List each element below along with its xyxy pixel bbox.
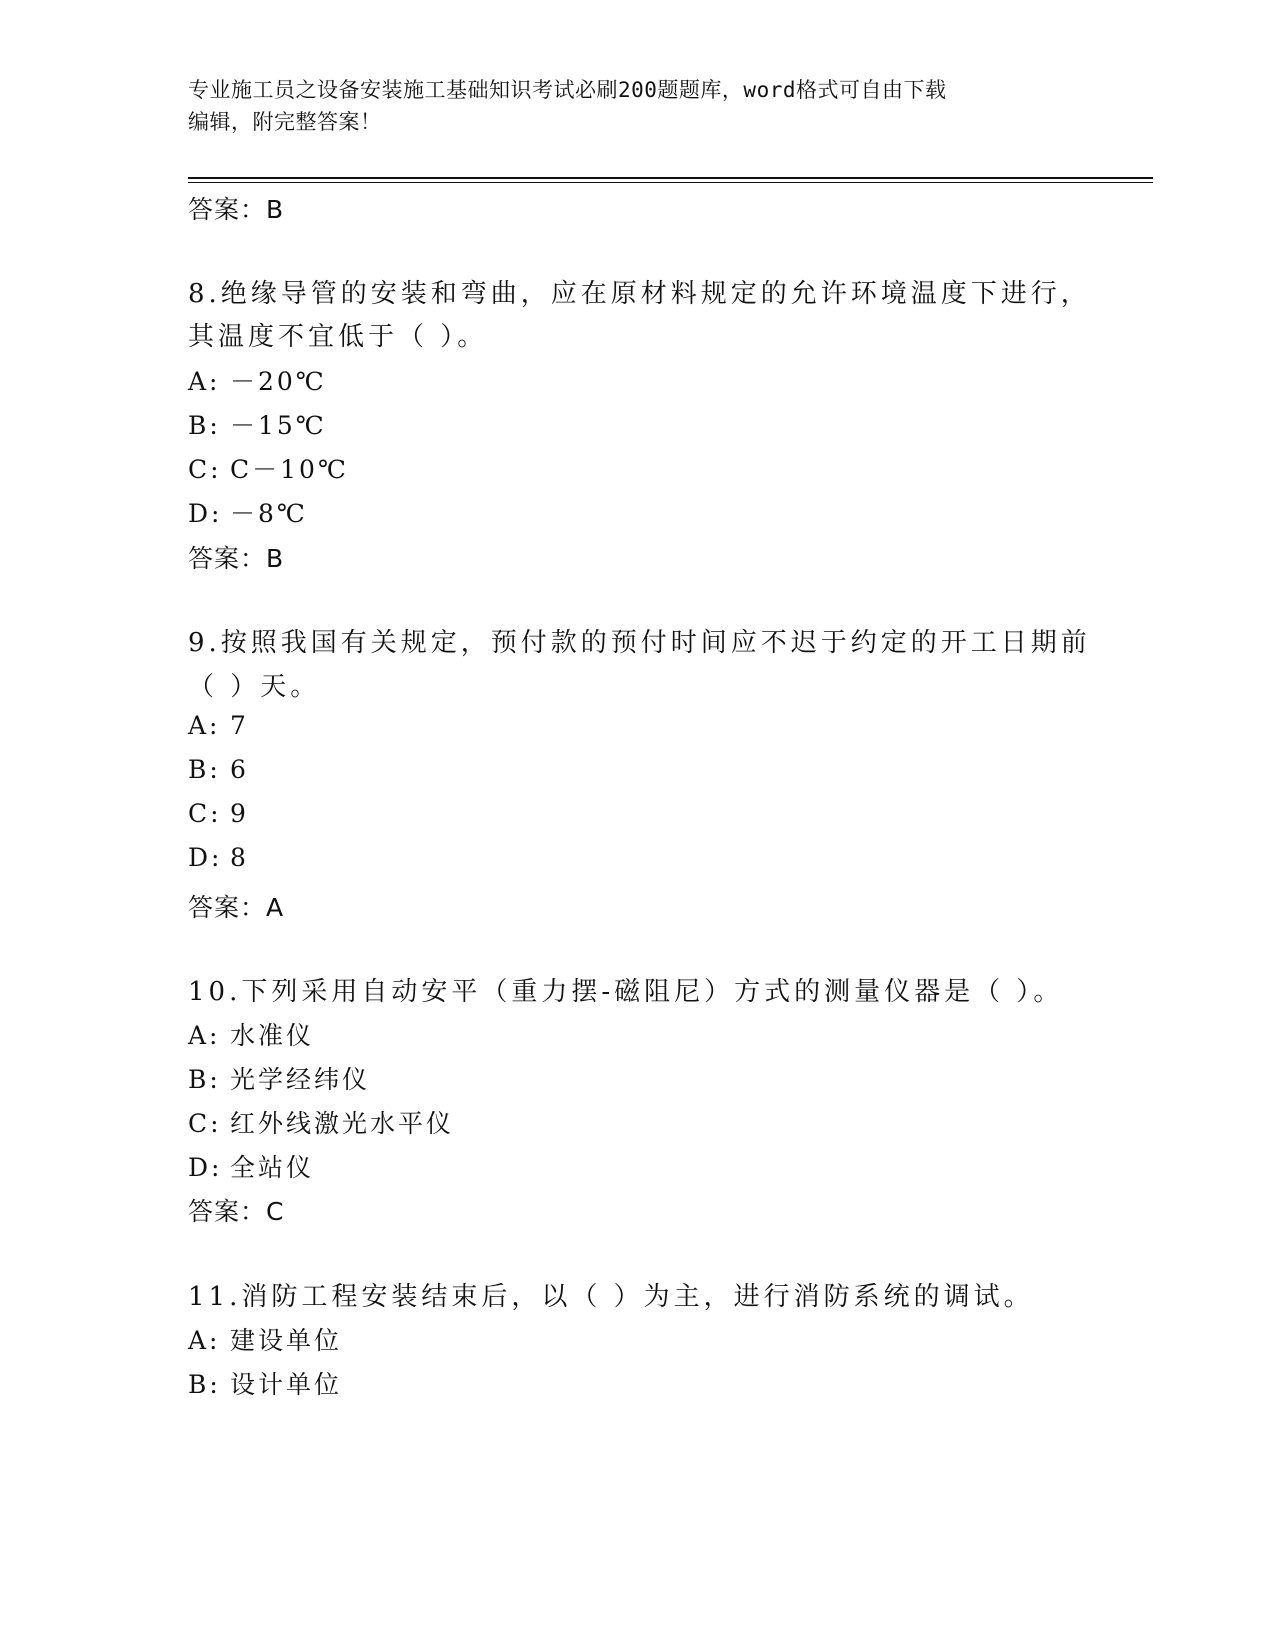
question-10-option-c: [188, 1104, 454, 1140]
option-text: 7: [230, 711, 249, 740]
option-key: D:: [188, 843, 223, 872]
question-8-option-a: [188, 362, 327, 398]
option-text: －8℃: [230, 499, 308, 528]
question-9-option-b: [188, 755, 249, 784]
question-9-answer: 答案：A: [188, 893, 285, 922]
question-10-answer: 答案：C: [188, 1197, 285, 1226]
option-key: A:: [188, 1021, 221, 1050]
question-10-line-1: 10.下列采用自动安平（重力摆-磁阻尼）方式的测量仪器是（ ）。: [188, 977, 1064, 1007]
option-text: 建设单位: [230, 1326, 343, 1355]
question-9-line-1: 9.按照我国有关规定，预付款的预付时间应不迟于约定的开工日期前: [188, 628, 1091, 658]
option-text: 全站仪: [230, 1153, 315, 1182]
document-header: [188, 74, 1088, 138]
option-key: C:: [188, 799, 222, 828]
question-8-line-1: 8.绝缘导管的安装和弯曲，应在原材料规定的允许环境温度下进行，: [188, 279, 1091, 309]
question-10-option-a: [188, 1016, 314, 1052]
option-key: A:: [188, 1326, 221, 1355]
option-key: B:: [188, 411, 221, 440]
question-10-option-b: [188, 1060, 370, 1096]
question-11-line-1: 11.消防工程安装结束后，以（ ）为主，进行消防系统的调试。: [188, 1282, 1034, 1312]
question-8-option-b: [188, 406, 327, 442]
header-rule-thin: [188, 182, 1153, 183]
option-key: B:: [188, 1370, 221, 1399]
question-9-option-a: [188, 711, 249, 740]
option-text: 9: [230, 799, 249, 828]
option-key: B:: [188, 1065, 221, 1094]
header-line-2: 编辑，附完整答案！: [188, 110, 382, 134]
option-text: 设计单位: [230, 1370, 343, 1399]
option-text: 6: [230, 755, 249, 784]
option-text: 8: [230, 843, 249, 872]
option-text: 光学经纬仪: [230, 1065, 371, 1094]
question-8-option-c: [188, 450, 349, 486]
option-text: －20℃: [230, 367, 327, 396]
question-8-line-2: 其温度不宜低于（ ）。: [188, 322, 488, 352]
question-10-option-d: [188, 1148, 314, 1184]
option-key: D:: [188, 499, 223, 528]
option-key: D:: [188, 1153, 223, 1182]
option-key: A:: [188, 367, 221, 396]
option-key: A:: [188, 711, 221, 740]
header-rule-thick: [188, 177, 1153, 179]
option-key: C:: [188, 1109, 222, 1138]
option-text: －15℃: [230, 411, 327, 440]
option-text: C－10℃: [230, 455, 349, 484]
header-line-1: 专业施工员之设备安装施工基础知识考试必刷200题题库，word格式可自由下载: [188, 78, 947, 102]
answer-prev: 答案：B: [188, 195, 285, 224]
option-text: 红外线激光水平仪: [230, 1109, 455, 1138]
option-text: 水准仪: [230, 1021, 315, 1050]
question-8-option-d: [188, 494, 308, 530]
question-9-option-c: [188, 799, 249, 828]
question-8-answer: 答案：B: [188, 544, 285, 573]
question-11-option-a: [188, 1321, 342, 1357]
question-9-option-d: [188, 843, 249, 872]
question-9-line-2: （ ）天。: [188, 672, 321, 702]
question-11-option-b: [188, 1365, 342, 1401]
option-key: C:: [188, 455, 222, 484]
option-key: B:: [188, 755, 221, 784]
